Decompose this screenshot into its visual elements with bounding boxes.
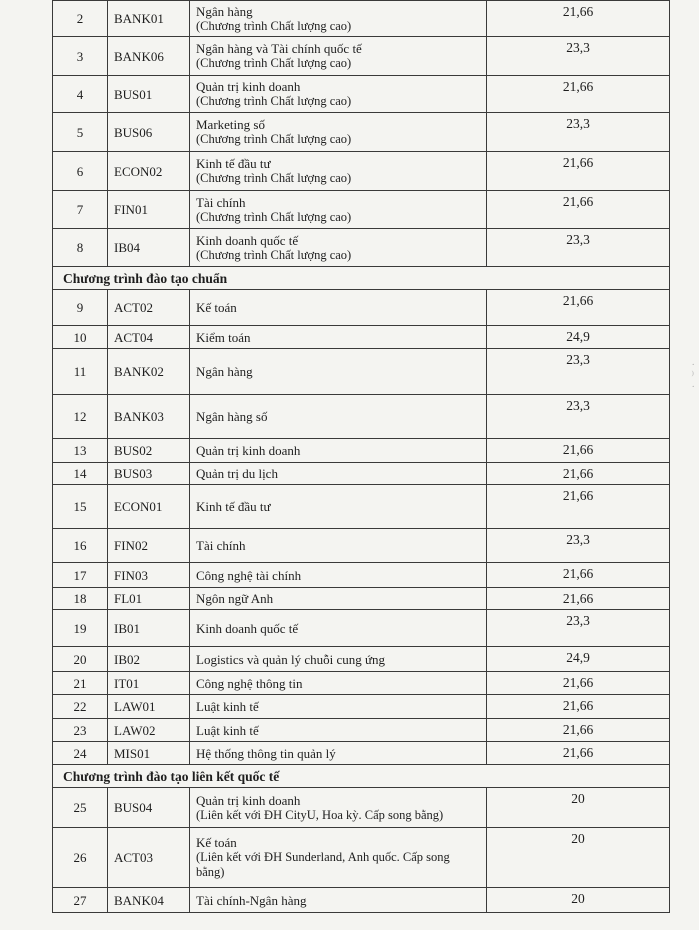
program-code: LAW02 [108, 719, 190, 742]
program-code: BUS01 [108, 76, 190, 113]
program-name-cell [190, 647, 487, 672]
table-row [53, 788, 670, 828]
admission-score: 21,66 [487, 463, 670, 485]
row-number: 24 [53, 742, 108, 765]
program-name: Kinh doanh quốc tế [196, 232, 299, 248]
program-name: Kế toán [196, 835, 237, 850]
row-number: 27 [53, 888, 108, 913]
table-row [53, 742, 670, 765]
row-number: 18 [53, 588, 108, 610]
program-code: ACT04 [108, 326, 190, 349]
program-name-cell [190, 113, 487, 152]
admission-score: 20 [487, 788, 670, 828]
table-row [53, 152, 670, 191]
row-number: 25 [53, 788, 108, 828]
admission-score: 23,3 [487, 229, 670, 267]
program-code: BUS02 [108, 439, 190, 463]
program-name-cell [190, 719, 487, 742]
program-note: (Chương trình Chất lượng cao) [196, 171, 352, 185]
program-name-cell [190, 888, 487, 913]
row-number: 26 [53, 828, 108, 888]
admission-score: 23,3 [487, 395, 670, 439]
program-code: ECON02 [108, 152, 190, 191]
program-name-cell [190, 563, 487, 588]
admission-score: 21,66 [487, 152, 670, 191]
table-row [53, 326, 670, 349]
row-number: 12 [53, 395, 108, 439]
program-name-cell [190, 463, 487, 485]
program-name-cell [190, 326, 487, 349]
program-code: BUS03 [108, 463, 190, 485]
program-name: Luật kinh tế [196, 722, 259, 738]
program-code: BUS06 [108, 113, 190, 152]
program-name-cell [190, 695, 487, 719]
row-number: 6 [53, 152, 108, 191]
program-name-cell [190, 439, 487, 463]
admission-score: 20 [487, 888, 670, 913]
program-code: IB01 [108, 610, 190, 647]
section-title: Chương trình đào tạo liên kết quốc tế [53, 765, 670, 788]
program-name-cell [190, 828, 487, 888]
program-name: Tài chính [196, 194, 246, 210]
admission-score-table [52, 0, 670, 913]
row-number: 16 [53, 529, 108, 563]
program-note: (Chương trình Chất lượng cao) [196, 56, 352, 70]
table-row [53, 1, 670, 37]
program-name-cell [190, 76, 487, 113]
table-row [53, 672, 670, 695]
admission-score: 24,9 [487, 647, 670, 672]
admission-score: 20 [487, 828, 670, 888]
table-row [53, 719, 670, 742]
program-name: Tài chính [196, 538, 246, 553]
row-number: 7 [53, 191, 108, 229]
row-number: 22 [53, 695, 108, 719]
program-code: FIN02 [108, 529, 190, 563]
program-name: Hệ thống thông tin quản lý [196, 745, 336, 761]
program-name: Tài chính-Ngân hàng [196, 892, 307, 908]
row-number: 20 [53, 647, 108, 672]
program-name: Công nghệ tài chính [196, 567, 302, 583]
program-name: Ngôn ngữ Anh [196, 591, 274, 606]
admission-score: 21,66 [487, 563, 670, 588]
row-number: 9 [53, 290, 108, 326]
table-row [53, 529, 670, 563]
section-title: Chương trình đào tạo chuẩn [53, 267, 670, 290]
admission-score: 21,66 [487, 1, 670, 37]
row-number: 11 [53, 349, 108, 395]
program-code: FIN01 [108, 191, 190, 229]
table-row [53, 647, 670, 672]
program-name-cell [190, 1, 487, 37]
program-name: Quản trị kinh doanh [196, 79, 301, 94]
table-row [53, 395, 670, 439]
program-name-cell [190, 529, 487, 563]
program-code: BANK03 [108, 395, 190, 439]
program-name: Quản trị du lịch [196, 466, 278, 481]
row-number: 8 [53, 229, 108, 267]
admission-score: 21,66 [487, 439, 670, 463]
program-code: BANK06 [108, 37, 190, 76]
table-row [53, 191, 670, 229]
program-name: Ngân hàng [196, 3, 253, 19]
admission-score: 23,3 [487, 37, 670, 76]
program-code: ACT02 [108, 290, 190, 326]
section-header [53, 765, 670, 788]
program-name: Ngân hàng và Tài chính quốc tế [196, 41, 362, 56]
program-code: IT01 [108, 672, 190, 695]
table-row [53, 563, 670, 588]
program-code: BUS04 [108, 788, 190, 828]
row-number: 5 [53, 113, 108, 152]
row-number: 15 [53, 485, 108, 529]
table-row [53, 229, 670, 267]
admission-score: 21,66 [487, 290, 670, 326]
program-name-cell [190, 191, 487, 229]
program-code: LAW01 [108, 695, 190, 719]
row-number: 13 [53, 439, 108, 463]
program-name: Kiểm toán [196, 329, 251, 345]
table-row [53, 888, 670, 913]
row-number: 2 [53, 1, 108, 37]
table-body [53, 1, 670, 913]
row-number: 21 [53, 672, 108, 695]
admission-score: 24,9 [487, 326, 670, 349]
table-row [53, 439, 670, 463]
table-row [53, 485, 670, 529]
program-name-cell [190, 788, 487, 828]
table-row [53, 828, 670, 888]
program-name-cell [190, 742, 487, 765]
program-name: Luật kinh tế [196, 699, 259, 714]
program-name-cell [190, 610, 487, 647]
program-name: Ngân hàng số [196, 409, 268, 424]
program-name-cell [190, 349, 487, 395]
program-name-cell [190, 588, 487, 610]
row-number: 19 [53, 610, 108, 647]
program-code: BANK01 [108, 1, 190, 37]
table-row [53, 37, 670, 76]
table-row [53, 290, 670, 326]
program-code: ECON01 [108, 485, 190, 529]
program-code: FL01 [108, 588, 190, 610]
program-note: (Chương trình Chất lượng cao) [196, 209, 352, 224]
program-note: (Chương trình Chất lượng cao) [196, 132, 352, 146]
row-number: 4 [53, 76, 108, 113]
scan-mark: · ⁾ · [691, 359, 695, 393]
program-name-cell [190, 290, 487, 326]
admission-score: 21,66 [487, 485, 670, 529]
program-name-cell [190, 395, 487, 439]
program-code: BANK02 [108, 349, 190, 395]
program-name-cell [190, 229, 487, 267]
admission-score: 21,66 [487, 191, 670, 229]
row-number: 3 [53, 37, 108, 76]
program-note: (Liên kết với ĐH CityU, Hoa kỳ. Cấp song bằng) [196, 807, 444, 822]
program-name-cell [190, 485, 487, 529]
program-name: Logistics và quản lý chuỗi cung ứng [196, 651, 386, 667]
program-name-cell [190, 37, 487, 76]
program-code: FIN03 [108, 563, 190, 588]
program-note: (Chương trình Chất lượng cao) [196, 247, 352, 262]
admission-score: 21,66 [487, 695, 670, 719]
program-name: Kinh tế đầu tư [196, 156, 271, 171]
program-note: (Chương trình Chất lượng cao) [196, 94, 352, 108]
row-number: 17 [53, 563, 108, 588]
admission-score: 21,66 [487, 588, 670, 610]
admission-score: 21,66 [487, 672, 670, 695]
program-code: MIS01 [108, 742, 190, 765]
row-number: 14 [53, 463, 108, 485]
admission-score: 23,3 [487, 349, 670, 395]
program-note: (Liên kết với ĐH Sunderland, Anh quốc. Cấp song bằng) [196, 850, 450, 879]
program-name: Công nghệ thông tin [196, 675, 303, 691]
table-row [53, 349, 670, 395]
program-code: ACT03 [108, 828, 190, 888]
program-name: Quản trị kinh doanh [196, 792, 301, 808]
program-code: IB04 [108, 229, 190, 267]
admission-score: 21,66 [487, 76, 670, 113]
table-row [53, 463, 670, 485]
program-code: BANK04 [108, 888, 190, 913]
table-row [53, 695, 670, 719]
program-name-cell [190, 672, 487, 695]
section-header [53, 267, 670, 290]
admission-score: 23,3 [487, 113, 670, 152]
admission-score: 21,66 [487, 742, 670, 765]
admission-score: 21,66 [487, 719, 670, 742]
admission-score: 23,3 [487, 610, 670, 647]
program-note: (Chương trình Chất lượng cao) [196, 18, 352, 33]
admission-score: 23,3 [487, 529, 670, 563]
program-name-cell [190, 152, 487, 191]
table-row [53, 113, 670, 152]
program-code: IB02 [108, 647, 190, 672]
row-number: 23 [53, 719, 108, 742]
program-name: Kế toán [196, 300, 237, 315]
program-name: Kinh tế đầu tư [196, 499, 271, 514]
table-row [53, 610, 670, 647]
program-name: Ngân hàng [196, 364, 253, 379]
program-name: Quản trị kinh doanh [196, 443, 301, 458]
table-row [53, 588, 670, 610]
program-name: Kinh doanh quốc tế [196, 620, 299, 636]
program-name: Marketing số [196, 117, 265, 132]
table-row [53, 76, 670, 113]
row-number: 10 [53, 326, 108, 349]
